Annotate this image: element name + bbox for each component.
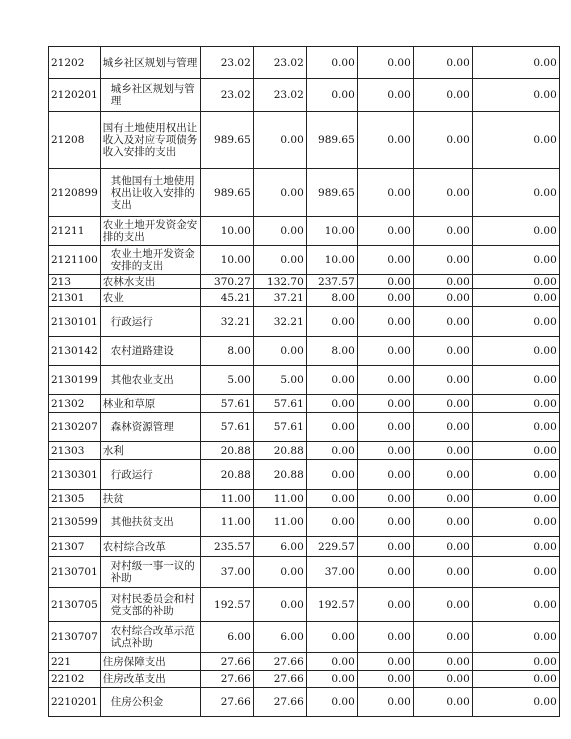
subject-name: 农业土地开发资金安排的支出 [100, 246, 200, 275]
table-row [49, 275, 560, 289]
subject-code: 2210201 [49, 688, 101, 717]
subject-name: 农林水支出 [100, 275, 200, 289]
amount-cell: 0.00 [413, 366, 472, 395]
subject-code: 21301 [49, 289, 101, 307]
amount-cell: 989.65 [306, 112, 357, 169]
amount-cell: 0.00 [306, 79, 357, 112]
amount-cell: 0.00 [253, 337, 306, 366]
table-row [49, 395, 560, 413]
amount-cell: 20.88 [200, 442, 253, 460]
subject-code: 2120899 [49, 169, 101, 217]
amount-cell: 0.00 [472, 442, 559, 460]
amount-cell: 0.00 [357, 537, 413, 557]
amount-cell: 37.21 [253, 289, 306, 307]
amount-cell: 27.66 [200, 671, 253, 688]
subject-code: 2130705 [49, 588, 101, 622]
amount-cell: 192.57 [306, 588, 357, 622]
amount-cell: 0.00 [413, 622, 472, 653]
subject-code: 21305 [49, 490, 101, 508]
amount-cell: 27.66 [253, 671, 306, 688]
amount-cell: 32.21 [200, 307, 253, 337]
table-row [49, 169, 560, 217]
subject-code: 2130199 [49, 366, 101, 395]
amount-cell: 0.00 [413, 508, 472, 537]
amount-cell: 0.00 [306, 307, 357, 337]
amount-cell: 0.00 [413, 490, 472, 508]
subject-code: 2130599 [49, 508, 101, 537]
subject-name: 农村综合改革 [100, 537, 200, 557]
table-row [49, 653, 560, 671]
amount-cell: 0.00 [357, 557, 413, 588]
amount-cell: 0.00 [357, 442, 413, 460]
amount-cell: 57.61 [200, 395, 253, 413]
amount-cell: 0.00 [306, 653, 357, 671]
amount-cell: 0.00 [306, 490, 357, 508]
subject-name: 住房保障支出 [100, 653, 200, 671]
subject-name: 农业 [100, 289, 200, 307]
amount-cell: 0.00 [472, 337, 559, 366]
amount-cell: 237.57 [306, 275, 357, 289]
table-row [49, 337, 560, 366]
amount-cell: 0.00 [357, 508, 413, 537]
amount-cell: 27.66 [200, 688, 253, 717]
table-row [49, 490, 560, 508]
amount-cell: 23.02 [200, 47, 253, 79]
amount-cell: 57.61 [200, 413, 253, 442]
amount-cell: 27.66 [253, 688, 306, 717]
amount-cell: 0.00 [357, 79, 413, 112]
table-row [49, 688, 560, 717]
amount-cell: 0.00 [413, 395, 472, 413]
table-row [49, 442, 560, 460]
amount-cell: 0.00 [306, 47, 357, 79]
table-row [49, 112, 560, 169]
amount-cell: 0.00 [357, 413, 413, 442]
amount-cell: 0.00 [413, 557, 472, 588]
amount-cell: 0.00 [472, 79, 559, 112]
amount-cell: 0.00 [472, 366, 559, 395]
subject-name: 对村级一事一议的补助 [100, 557, 200, 588]
amount-cell: 0.00 [413, 442, 472, 460]
amount-cell: 11.00 [200, 490, 253, 508]
table-row [49, 366, 560, 395]
amount-cell: 0.00 [472, 557, 559, 588]
subject-name: 农村道路建设 [100, 337, 200, 366]
amount-cell: 57.61 [253, 413, 306, 442]
subject-code: 21211 [49, 217, 101, 246]
table-row [49, 622, 560, 653]
table-row [49, 307, 560, 337]
amount-cell: 8.00 [306, 337, 357, 366]
amount-cell: 192.57 [200, 588, 253, 622]
subject-code: 21303 [49, 442, 101, 460]
amount-cell: 0.00 [357, 47, 413, 79]
amount-cell: 0.00 [413, 47, 472, 79]
amount-cell: 10.00 [200, 246, 253, 275]
amount-cell: 0.00 [472, 671, 559, 688]
budget-table-body [49, 47, 560, 717]
subject-name: 其他国有土地使用权出让收入安排的支出 [100, 169, 200, 217]
amount-cell: 57.61 [253, 395, 306, 413]
subject-name: 农村综合改革示范试点补助 [100, 622, 200, 653]
amount-cell: 0.00 [472, 508, 559, 537]
subject-name: 行政运行 [100, 307, 200, 337]
amount-cell: 27.66 [253, 653, 306, 671]
amount-cell: 5.00 [253, 366, 306, 395]
amount-cell: 0.00 [413, 112, 472, 169]
subject-code: 2130701 [49, 557, 101, 588]
amount-cell: 0.00 [357, 275, 413, 289]
amount-cell: 0.00 [357, 307, 413, 337]
subject-code: 2130207 [49, 413, 101, 442]
amount-cell: 0.00 [357, 490, 413, 508]
table-row [49, 537, 560, 557]
amount-cell: 0.00 [306, 688, 357, 717]
amount-cell: 0.00 [306, 508, 357, 537]
subject-code: 21307 [49, 537, 101, 557]
amount-cell: 23.02 [200, 79, 253, 112]
subject-code: 221 [49, 653, 101, 671]
amount-cell: 0.00 [413, 169, 472, 217]
amount-cell: 11.00 [253, 508, 306, 537]
amount-cell: 23.02 [253, 79, 306, 112]
subject-name: 住房公积金 [100, 688, 200, 717]
amount-cell: 10.00 [306, 246, 357, 275]
amount-cell: 0.00 [413, 653, 472, 671]
amount-cell: 0.00 [413, 246, 472, 275]
amount-cell: 0.00 [472, 169, 559, 217]
amount-cell: 0.00 [472, 289, 559, 307]
amount-cell: 6.00 [253, 537, 306, 557]
amount-cell: 11.00 [253, 490, 306, 508]
amount-cell: 6.00 [200, 622, 253, 653]
amount-cell: 0.00 [357, 588, 413, 622]
amount-cell: 0.00 [472, 112, 559, 169]
amount-cell: 989.65 [200, 169, 253, 217]
amount-cell: 0.00 [306, 460, 357, 490]
amount-cell: 0.00 [472, 47, 559, 79]
amount-cell: 0.00 [472, 413, 559, 442]
amount-cell: 0.00 [472, 217, 559, 246]
amount-cell: 0.00 [253, 588, 306, 622]
amount-cell: 0.00 [357, 169, 413, 217]
subject-name: 水利 [100, 442, 200, 460]
amount-cell: 0.00 [472, 688, 559, 717]
subject-name: 林业和草原 [100, 395, 200, 413]
table-row [49, 413, 560, 442]
subject-name: 城乡社区规划与管理 [100, 79, 200, 112]
amount-cell: 0.00 [413, 537, 472, 557]
subject-code: 22102 [49, 671, 101, 688]
amount-cell: 229.57 [306, 537, 357, 557]
subject-code: 21302 [49, 395, 101, 413]
amount-cell: 132.70 [253, 275, 306, 289]
amount-cell: 0.00 [472, 275, 559, 289]
subject-name: 扶贫 [100, 490, 200, 508]
amount-cell: 45.21 [200, 289, 253, 307]
amount-cell: 370.27 [200, 275, 253, 289]
budget-table [48, 46, 560, 717]
amount-cell: 0.00 [472, 490, 559, 508]
amount-cell: 10.00 [306, 217, 357, 246]
amount-cell: 23.02 [253, 47, 306, 79]
amount-cell: 0.00 [306, 442, 357, 460]
amount-cell: 0.00 [413, 217, 472, 246]
subject-name: 城乡社区规划与管理 [100, 47, 200, 79]
subject-name: 其他扶贫支出 [100, 508, 200, 537]
amount-cell: 32.21 [253, 307, 306, 337]
amount-cell: 5.00 [200, 366, 253, 395]
amount-cell: 37.00 [306, 557, 357, 588]
table-row [49, 79, 560, 112]
subject-name: 对村民委员会和村党支部的补助 [100, 588, 200, 622]
amount-cell: 0.00 [357, 366, 413, 395]
amount-cell: 0.00 [413, 460, 472, 490]
amount-cell: 989.65 [306, 169, 357, 217]
amount-cell: 0.00 [306, 671, 357, 688]
subject-code: 2130142 [49, 337, 101, 366]
amount-cell: 0.00 [357, 112, 413, 169]
amount-cell: 8.00 [200, 337, 253, 366]
amount-cell: 0.00 [357, 460, 413, 490]
subject-code: 2130101 [49, 307, 101, 337]
amount-cell: 0.00 [357, 246, 413, 275]
amount-cell: 0.00 [472, 460, 559, 490]
amount-cell: 20.88 [253, 460, 306, 490]
amount-cell: 20.88 [200, 460, 253, 490]
amount-cell: 0.00 [306, 366, 357, 395]
amount-cell: 0.00 [413, 413, 472, 442]
subject-name: 农业土地开发资金安排的支出 [100, 217, 200, 246]
subject-name: 国有土地使用权出让收入及对应专项债务收入安排的支出 [100, 112, 200, 169]
amount-cell: 0.00 [306, 413, 357, 442]
amount-cell: 11.00 [200, 508, 253, 537]
amount-cell: 0.00 [413, 688, 472, 717]
amount-cell: 0.00 [253, 112, 306, 169]
amount-cell: 0.00 [472, 588, 559, 622]
amount-cell: 6.00 [253, 622, 306, 653]
amount-cell: 0.00 [472, 622, 559, 653]
table-row [49, 671, 560, 688]
subject-name: 森林资源管理 [100, 413, 200, 442]
subject-code: 21202 [49, 47, 101, 79]
amount-cell: 0.00 [413, 307, 472, 337]
amount-cell: 0.00 [357, 653, 413, 671]
amount-cell: 0.00 [253, 217, 306, 246]
subject-code: 213 [49, 275, 101, 289]
table-row [49, 289, 560, 307]
table-row [49, 508, 560, 537]
amount-cell: 0.00 [357, 395, 413, 413]
amount-cell: 989.65 [200, 112, 253, 169]
amount-cell: 0.00 [357, 217, 413, 246]
amount-cell: 0.00 [357, 688, 413, 717]
amount-cell: 0.00 [357, 289, 413, 307]
subject-code: 2121100 [49, 246, 101, 275]
subject-code: 2120201 [49, 79, 101, 112]
subject-code: 2130301 [49, 460, 101, 490]
amount-cell: 0.00 [306, 622, 357, 653]
amount-cell: 10.00 [200, 217, 253, 246]
table-row [49, 588, 560, 622]
amount-cell: 0.00 [413, 79, 472, 112]
amount-cell: 0.00 [472, 537, 559, 557]
amount-cell: 0.00 [413, 289, 472, 307]
amount-cell: 0.00 [413, 337, 472, 366]
amount-cell: 0.00 [357, 671, 413, 688]
amount-cell: 0.00 [472, 246, 559, 275]
amount-cell: 0.00 [253, 246, 306, 275]
amount-cell: 0.00 [413, 275, 472, 289]
amount-cell: 0.00 [253, 557, 306, 588]
amount-cell: 8.00 [306, 289, 357, 307]
subject-name: 住房改革支出 [100, 671, 200, 688]
amount-cell: 0.00 [306, 395, 357, 413]
amount-cell: 0.00 [253, 169, 306, 217]
amount-cell: 0.00 [413, 588, 472, 622]
amount-cell: 0.00 [472, 307, 559, 337]
table-row [49, 460, 560, 490]
amount-cell: 0.00 [413, 671, 472, 688]
subject-code: 21208 [49, 112, 101, 169]
amount-cell: 0.00 [357, 337, 413, 366]
subject-name: 其他农业支出 [100, 366, 200, 395]
amount-cell: 37.00 [200, 557, 253, 588]
table-row [49, 246, 560, 275]
subject-name: 行政运行 [100, 460, 200, 490]
amount-cell: 27.66 [200, 653, 253, 671]
amount-cell: 0.00 [472, 395, 559, 413]
table-row [49, 557, 560, 588]
amount-cell: 0.00 [357, 622, 413, 653]
subject-code: 2130707 [49, 622, 101, 653]
table-row [49, 217, 560, 246]
amount-cell: 0.00 [472, 653, 559, 671]
amount-cell: 235.57 [200, 537, 253, 557]
amount-cell: 20.88 [253, 442, 306, 460]
table-row [49, 47, 560, 79]
